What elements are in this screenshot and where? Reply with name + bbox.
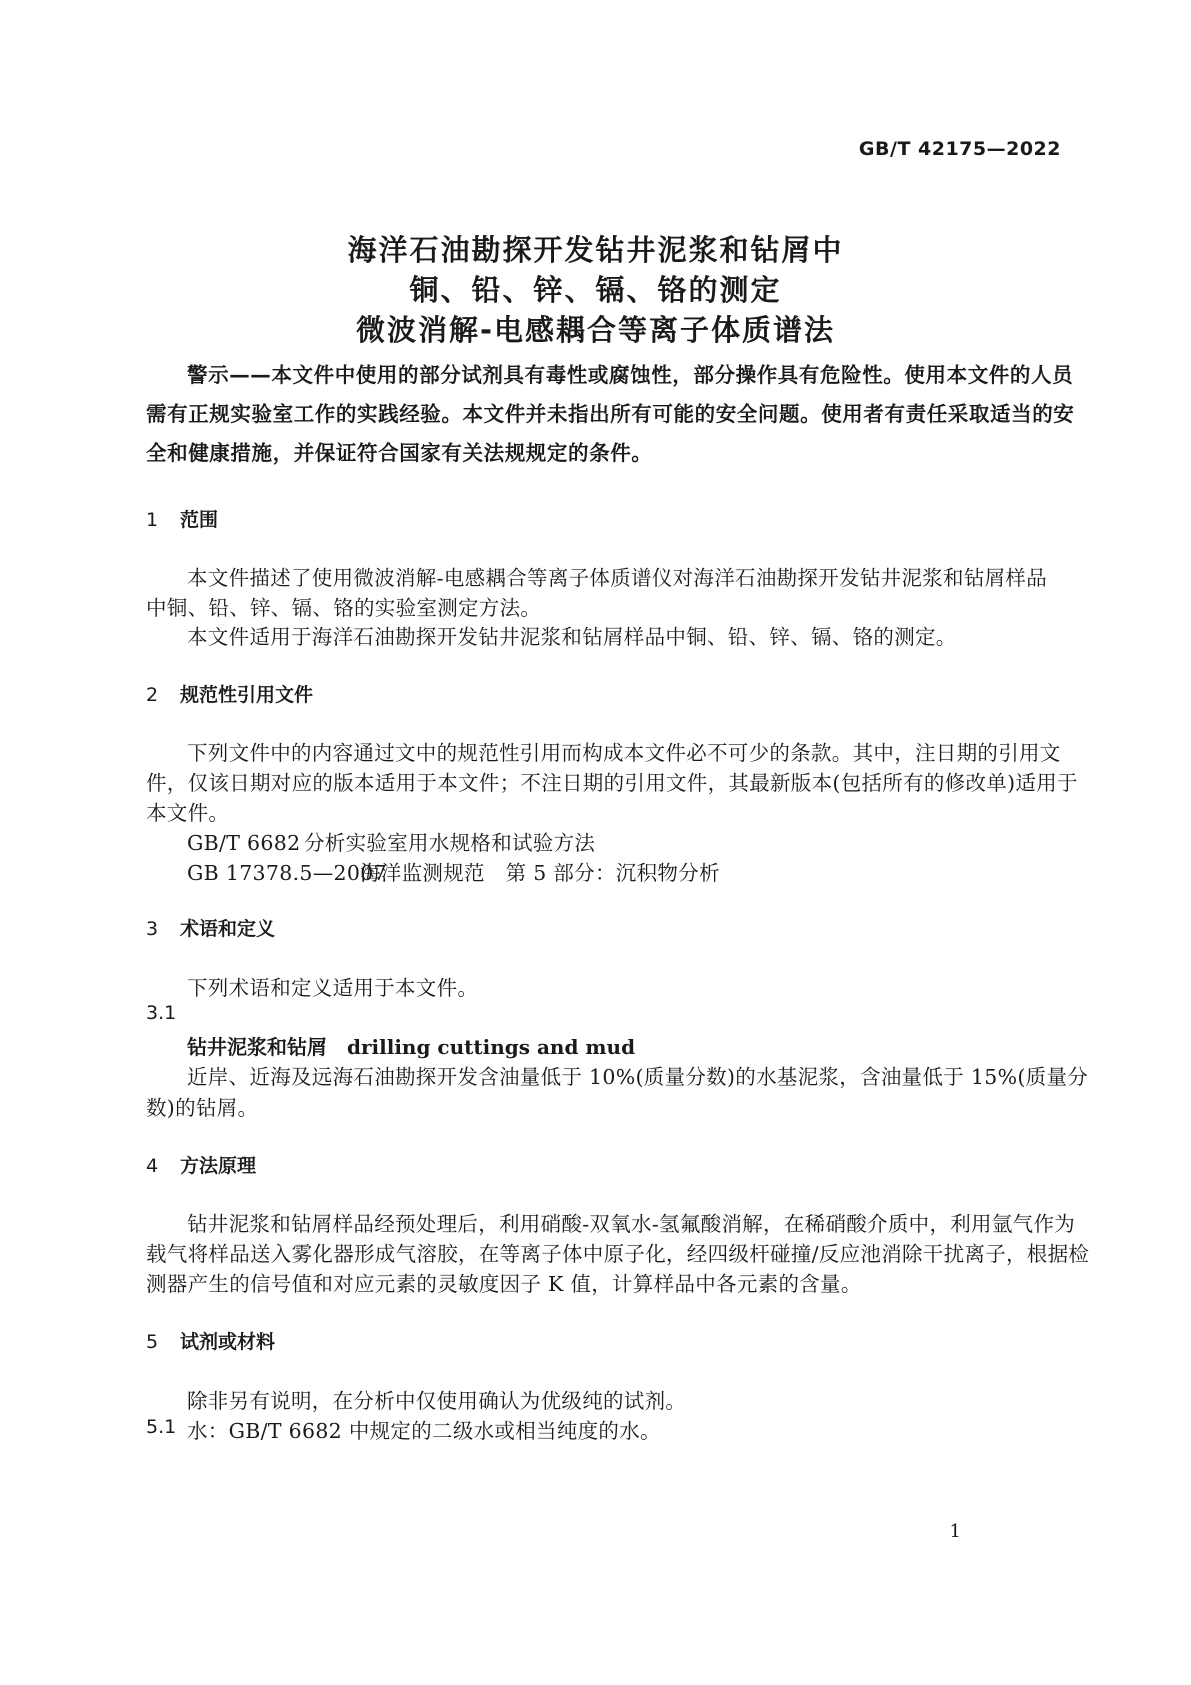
section-1-heading <box>146 505 218 532</box>
warning-line-1: 警示——本文件中使用的部分试剂具有毒性或腐蚀性，部分操作具有危险性。使用本文件的人员 <box>187 363 1074 387</box>
section-3-heading <box>146 914 275 941</box>
reagent-item: 水：GB/T 6682 中规定的二级水或相当纯度的水。 <box>187 1419 661 1443</box>
section-number: 4 <box>146 1155 159 1177</box>
section-title: 规范性引用文件 <box>180 684 314 706</box>
section-5-heading <box>146 1327 275 1354</box>
warning-line-3: 全和健康措施，并保证符合国家有关法规规定的条件。 <box>146 441 653 465</box>
warning-line-2: 需有正规实验室工作的实践经验。本文件并未指出所有可能的安全问题。使用者有责任采取适当的安 <box>146 402 1075 426</box>
section-number: 3 <box>146 918 159 940</box>
reference-code: GB 17378.5—2007 <box>187 861 387 885</box>
normative-reference <box>187 856 720 886</box>
term-definition: 近岸、近海及远海石油勘探开发含油量低于 10%(质量分数)的水基泥浆，含油量低于 15%(质量分 <box>187 1065 1089 1089</box>
reference-title: 海洋监测规范 第 5 部分：沉积物分析 <box>360 861 720 885</box>
paragraph: 本文件描述了使用微波消解-电感耦合等离子体质谱仪对海洋石油勘探开发钻井泥浆和钻屑样品 <box>187 566 1048 590</box>
reference-code: GB/T 6682 <box>187 831 301 855</box>
reference-title: 分析实验室用水规格和试验方法 <box>304 831 596 855</box>
paragraph: 下列文件中的内容通过文中的规范性引用而构成本文件必不可少的条款。其中，注日期的引用文 <box>187 741 1061 765</box>
document-number: GB/T 42175—2022 <box>858 138 1061 160</box>
clause-number: 5.1 <box>146 1416 177 1438</box>
section-title: 试剂或材料 <box>180 1331 276 1353</box>
section-number: 1 <box>146 509 159 531</box>
paragraph: 除非另有说明，在分析中仅使用确认为优级纯的试剂。 <box>187 1389 687 1413</box>
section-2-heading <box>146 680 313 707</box>
title-line-3: 微波消解-电感耦合等离子体质谱法 <box>355 313 836 347</box>
paragraph: 下列术语和定义适用于本文件。 <box>187 976 479 1000</box>
clause-number: 3.1 <box>146 1002 177 1024</box>
page-number: 1 <box>949 1521 961 1542</box>
term-definition: 数)的钻屑。 <box>146 1096 259 1120</box>
section-title: 方法原理 <box>180 1155 257 1177</box>
section-number: 2 <box>146 684 159 706</box>
paragraph: 中铜、铅、锌、镉、铬的实验室测定方法。 <box>146 596 542 620</box>
paragraph: 本文件适用于海洋石油勘探开发钻井泥浆和钻屑样品中铜、铅、锌、镉、铬的测定。 <box>187 625 957 649</box>
term-english: drilling cuttings and mud <box>347 1035 636 1059</box>
paragraph: 载气将样品送入雾化器形成气溶胶，在等离子体中原子化，经四级杆碰撞/反应池消除干扰离子，根据检 <box>146 1242 1090 1266</box>
paragraph: 测器产生的信号值和对应元素的灵敏度因子 K 值，计算样品中各元素的含量。 <box>146 1272 862 1296</box>
section-title: 范围 <box>180 509 219 531</box>
normative-reference <box>187 826 595 856</box>
title-line-1: 海洋石油勘探开发钻井泥浆和钻屑中 <box>347 233 844 267</box>
term-entry <box>187 1031 635 1060</box>
section-4-heading <box>146 1151 256 1178</box>
term-chinese: 钻井泥浆和钻屑 <box>187 1035 327 1059</box>
paragraph: 件，仅该日期对应的版本适用于本文件；不注日期的引用文件，其最新版本(包括所有的修改单)适用于 <box>146 771 1078 795</box>
section-number: 5 <box>146 1331 159 1353</box>
title-line-2: 铜、铅、锌、镉、铬的测定 <box>409 273 782 307</box>
section-title: 术语和定义 <box>180 918 276 940</box>
paragraph: 本文件。 <box>146 801 230 825</box>
paragraph: 钻井泥浆和钻屑样品经预处理后，利用硝酸-双氧水-氢氟酸消解，在稀硝酸介质中，利用氩气作为 <box>187 1212 1076 1236</box>
